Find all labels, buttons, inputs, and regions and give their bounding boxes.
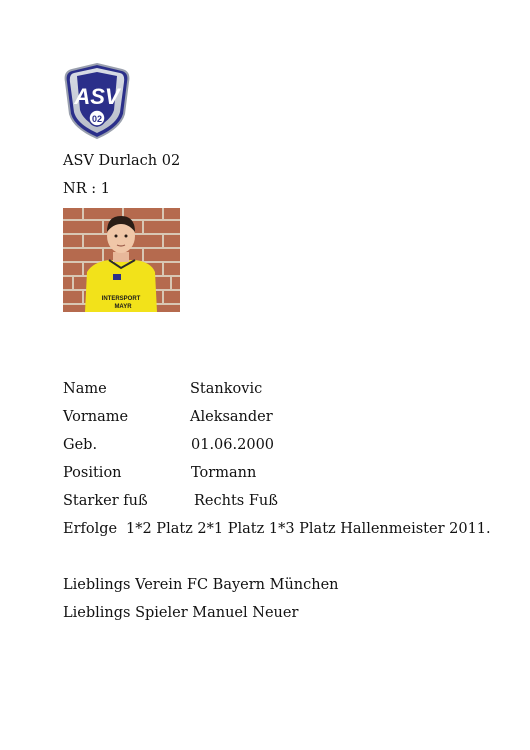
- club-name: ASV Durlach 02: [63, 153, 181, 169]
- player-photo: [63, 208, 180, 312]
- strong-foot-value: Rechts Fuß: [194, 493, 278, 509]
- name-value: Stankovic: [190, 381, 263, 397]
- birthdate-label: Geb.: [63, 437, 98, 453]
- favorite-club: Lieblings Verein FC Bayern München: [63, 577, 339, 593]
- achievements-label: Erfolge: [63, 521, 118, 537]
- firstname-label: Vorname: [63, 409, 129, 425]
- logo-number: 02: [91, 114, 103, 124]
- shirt-sponsor: INTERSPORT: [101, 296, 141, 302]
- favorite-player: Lieblings Spieler Manuel Neuer: [63, 605, 299, 621]
- strong-foot-label: Starker fuß: [63, 493, 148, 509]
- club-logo: [62, 62, 132, 140]
- name-label: Name: [63, 381, 107, 397]
- firstname-value: Aleksander: [190, 409, 273, 425]
- position-label: Position: [63, 465, 122, 481]
- position-value: Tormann: [191, 465, 257, 481]
- logo-letters: ASV: [74, 84, 120, 109]
- achievements-value: 1*2 Platz 2*1 Platz 1*3 Platz Hallenmeister 2011.: [126, 521, 491, 537]
- player-number: NR : 1: [63, 181, 110, 197]
- shirt-sponsor-2: MAYR: [114, 304, 132, 310]
- birthdate-value: 01.06.2000: [191, 437, 275, 453]
